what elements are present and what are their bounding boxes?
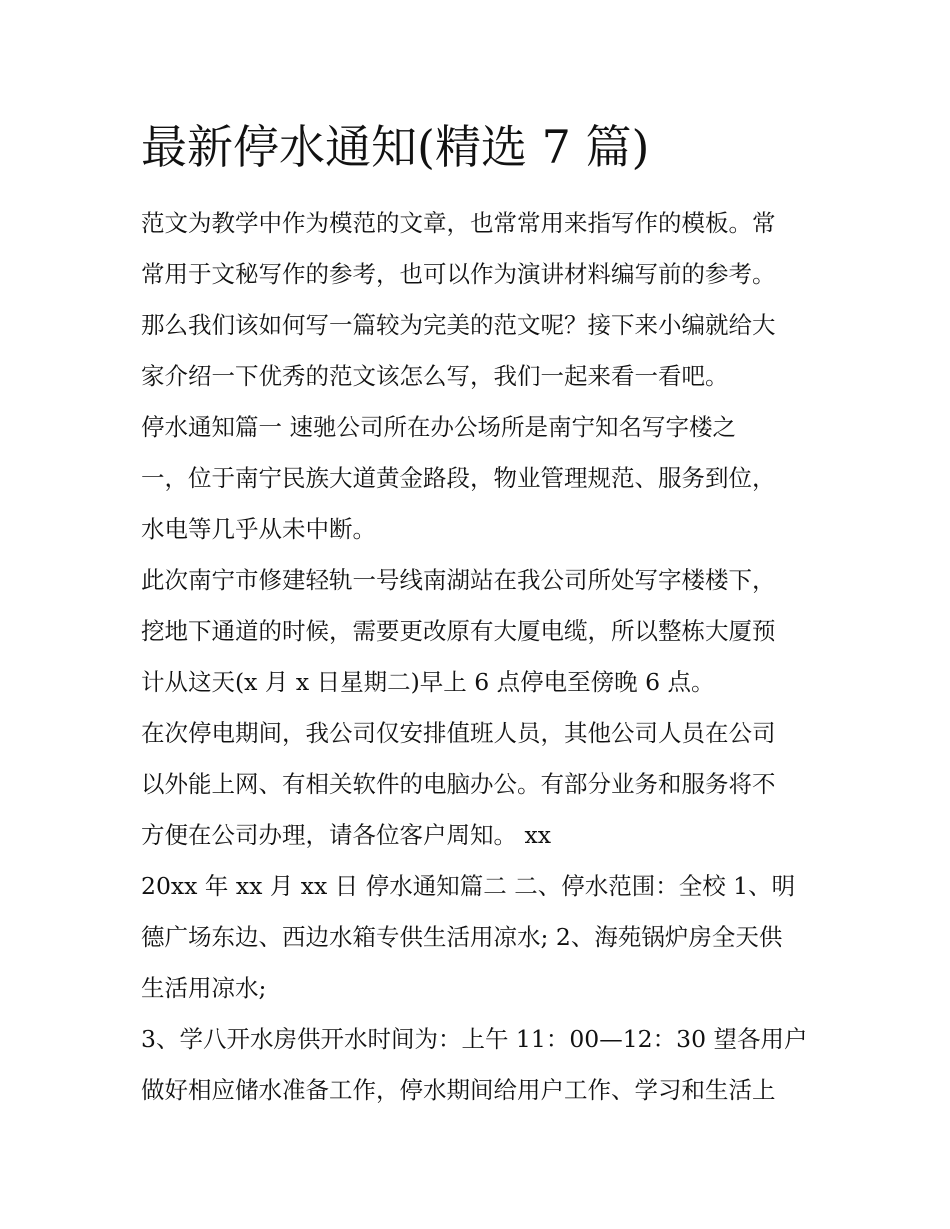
body-line: 范文为教学中作为模范的文章，也常常用来指写作的模板。常 [141,209,776,237]
document-title: 最新停水通知(精选 7 篇) [141,120,650,174]
body-line: 水电等几乎从未中断。 [141,515,376,543]
body-line: 一，位于南宁民族大道黄金路段，物业管理规范、服务到位， [141,464,776,492]
body-line: 德广场东边、西边水箱专供生活用凉水; 2、海苑锅炉房全天供 [141,923,783,951]
body-line: 家介绍一下优秀的范文该怎么写，我们一起来看一看吧。 [141,362,729,390]
body-line: 挖地下通道的时候，需要更改原有大厦电缆，所以整栋大厦预 [141,617,776,645]
body-line: 在次停电期间，我公司仅安排值班人员，其他公司人员在公司 [141,719,776,747]
body-line: 做好相应储水准备工作，停水期间给用户工作、学习和生活上 [141,1076,776,1104]
body-line: 3、学八开水房供开水时间为：上午 11：00—12：30 望各用户 [141,1025,808,1053]
body-line: 计从这天(x 月 x 日星期二)早上 6 点停电至傍晚 6 点。 [141,668,715,696]
body-line: 此次南宁市修建轻轨一号线南湖站在我公司所处写字楼楼下， [141,566,776,594]
body-line: 方便在公司办理，请各位客户周知。 xx [141,821,551,849]
body-line: 以外能上网、有相关软件的电脑办公。有部分业务和服务将不 [141,770,776,798]
body-line: 那么我们该如何写一篇较为完美的范文呢？接下来小编就给大 [141,311,776,339]
body-line: 停水通知篇一 速驰公司所在办公场所是南宁知名写字楼之 [141,413,736,441]
document-body [141,198,821,1116]
body-line: 20xx 年 xx 月 xx 日 停水通知篇二 二、停水范围：全校 1、明 [141,872,796,900]
body-line: 生活用凉水; [141,974,267,1002]
body-line: 常用于文秘写作的参考，也可以作为演讲材料编写前的参考。 [141,260,776,288]
